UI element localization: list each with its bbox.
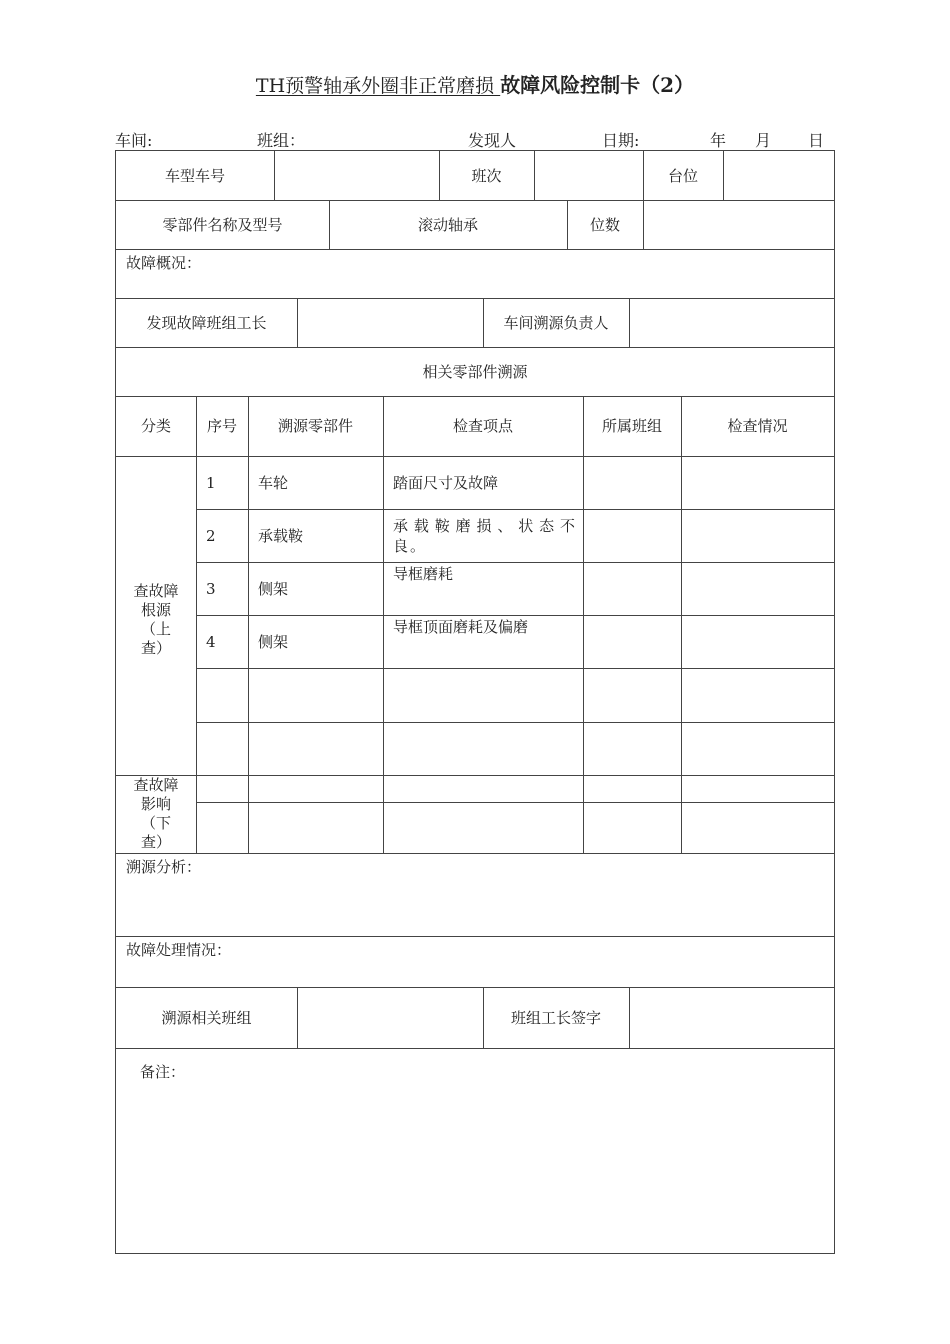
year-label: 年 [710, 131, 727, 150]
upstream-category-line: （上 [140, 619, 171, 638]
vehicle-model-field[interactable] [274, 151, 439, 200]
column-header-team: 所属班组 [601, 417, 662, 435]
row-number: 4 [206, 632, 216, 651]
upstream-category-line: 查故障 [133, 581, 179, 600]
row-check-item: 承载鞍磨损、状态不良。 [393, 516, 577, 555]
downstream-category-line: （下 [140, 814, 171, 832]
vehicle-model-label: 车型车号 [164, 166, 225, 185]
column-header-check-item: 检查项点 [452, 417, 513, 435]
row-number: 3 [206, 579, 216, 598]
fault-handling-label: 故障处理情况： [126, 941, 232, 959]
trace-team-field[interactable] [297, 987, 483, 1048]
finder-foreman-field[interactable] [297, 298, 483, 347]
part-name-label: 零部件名称及型号 [162, 215, 283, 234]
position-label: 位数 [589, 215, 620, 234]
row-part: 侧架 [258, 632, 289, 651]
column-header-check-status: 检查情况 [727, 417, 788, 435]
downstream-category-line: 影响 [140, 795, 171, 813]
upstream-category-line: 查） [140, 638, 171, 657]
control-card-table [115, 150, 835, 1254]
team-label: 班组： [257, 131, 306, 150]
row-part: 承载鞍 [258, 526, 304, 545]
row-part: 车轮 [258, 473, 289, 492]
workshop-trace-label: 车间溯源负责人 [503, 313, 609, 332]
finder-label: 发现人 [468, 131, 517, 150]
foreman-sign-label: 班组工长签字 [510, 1008, 601, 1027]
shift-field[interactable] [534, 151, 643, 200]
day-label: 日 [808, 131, 825, 150]
position-field[interactable] [643, 200, 834, 249]
month-label: 月 [755, 131, 772, 150]
column-header-category: 分类 [140, 417, 171, 435]
trace-analysis-label: 溯源分析： [126, 858, 202, 876]
part-name-value: 滚动轴承 [417, 215, 478, 234]
finder-foreman-label: 发现故障班组工长 [146, 313, 267, 332]
column-header-trace-part: 溯源零部件 [277, 417, 353, 435]
trace-team-label: 溯源相关班组 [161, 1008, 252, 1027]
remarks-label: 备注： [140, 1063, 186, 1081]
downstream-category-line: 查） [140, 833, 171, 851]
column-header-number: 序号 [206, 417, 237, 435]
fault-overview-label: 故障概况： [126, 254, 202, 272]
page-title [0, 70, 950, 101]
workshop-label: 车间: [115, 131, 153, 150]
workshop-trace-field[interactable] [629, 298, 834, 347]
row-check-item: 导框磨耗 [393, 565, 454, 583]
date-label: 日期: [602, 131, 640, 150]
row-check-item: 踏面尺寸及故障 [393, 473, 499, 492]
row-check-item: 导框顶面磨耗及偏磨 [393, 618, 529, 636]
row-number: 2 [206, 526, 216, 545]
upstream-category [116, 456, 196, 775]
foreman-sign-field[interactable] [629, 987, 834, 1048]
downstream-category-line: 查故障 [133, 776, 179, 794]
title-part-2: 故障风险控制卡（2） [500, 73, 695, 97]
station-field[interactable] [723, 151, 834, 200]
related-trace-title: 相关零部件溯源 [422, 362, 528, 381]
title-part-1: TH预警轴承外圈非正常磨损 [255, 75, 501, 97]
downstream-category [116, 775, 196, 853]
station-label: 台位 [667, 166, 698, 185]
row-number: 1 [206, 473, 216, 492]
row-part: 侧架 [258, 579, 289, 598]
upstream-category-line: 根源 [140, 600, 171, 619]
shift-label: 班次 [471, 166, 502, 185]
